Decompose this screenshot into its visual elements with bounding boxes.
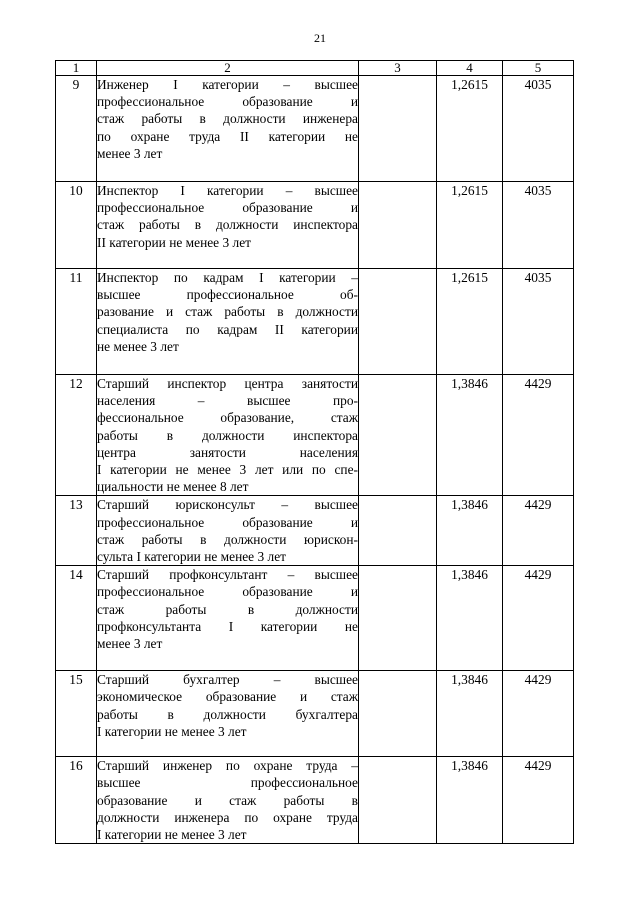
table-row: [56, 496, 574, 566]
table-row: [56, 671, 574, 757]
coefficient-cell: 1,3846: [437, 566, 503, 671]
description-line: стаж работы в должности инженера: [97, 111, 358, 127]
description-line: менее 3 лет: [97, 145, 163, 161]
salary-cell: 4429: [503, 671, 574, 757]
table-row: [56, 375, 574, 496]
row-number: 14: [56, 566, 97, 671]
description-line: I категории не менее 3 лет: [97, 827, 247, 843]
description-line: профессиональное образование и: [97, 200, 358, 216]
row-number: 16: [56, 757, 97, 844]
table-row: [56, 76, 574, 182]
description-line: Инженер I категории – высшее: [97, 77, 358, 92]
description-line: профессиональное образование и: [97, 94, 358, 110]
row-number: 11: [56, 269, 97, 375]
coefficient-cell: 1,3846: [437, 375, 503, 496]
position-description: [97, 375, 359, 496]
description-line: циальности не менее 8 лет: [97, 479, 249, 495]
header-col-1: 1: [56, 61, 97, 76]
description-line: Старший инженер по охране труда –: [97, 758, 358, 774]
position-description: [97, 269, 359, 375]
position-description: [97, 757, 359, 844]
coefficient-cell: 1,3846: [437, 496, 503, 566]
row-number: 10: [56, 182, 97, 269]
salary-cell: 4035: [503, 269, 574, 375]
col3-cell: [359, 566, 437, 671]
table-row: [56, 269, 574, 375]
table-body: [56, 76, 574, 844]
salary-cell: 4429: [503, 496, 574, 566]
description-line: стаж работы в должности: [97, 601, 358, 617]
col3-cell: [359, 671, 437, 757]
description-line: центра занятости населения: [97, 444, 358, 460]
description-line: профессиональное образование и: [97, 584, 358, 600]
row-number: 12: [56, 375, 97, 496]
description-line: работы в должности инспектора: [97, 427, 358, 443]
coefficient-cell: 1,2615: [437, 269, 503, 375]
position-description: [97, 496, 359, 566]
description-line: работы в должности бухгалтера: [97, 706, 358, 722]
description-line: I категории не менее 3 лет: [97, 723, 247, 739]
coefficient-cell: 1,2615: [437, 76, 503, 182]
description-line: образование и стаж работы в: [97, 792, 358, 808]
salary-cell: 4035: [503, 76, 574, 182]
header-col-4: 4: [437, 61, 503, 76]
description-line: стаж работы в должности инспектора: [97, 217, 358, 233]
header-col-2: 2: [97, 61, 359, 76]
description-line: Инспектор I категории – высшее: [97, 183, 358, 198]
description-line: специалиста по кадрам II категории: [97, 321, 358, 337]
description-line: I категории не менее 3 лет или по спе-: [97, 462, 358, 478]
description-line: Старший бухгалтер – высшее: [97, 672, 358, 688]
header-col-5: 5: [503, 61, 574, 76]
description-line: населения – высшее про-: [97, 393, 358, 409]
page-number: 21: [314, 31, 326, 45]
description-line: высшее профессиональное: [97, 775, 358, 791]
col3-cell: [359, 375, 437, 496]
row-number: 9: [56, 76, 97, 182]
coefficient-cell: 1,3846: [437, 757, 503, 844]
position-description: [97, 182, 359, 269]
col3-cell: [359, 76, 437, 182]
description-line: экономическое образование и стаж: [97, 689, 358, 705]
description-line: фессиональное образование, стаж: [97, 410, 358, 426]
position-description: [97, 76, 359, 182]
description-line: менее 3 лет: [97, 636, 163, 652]
description-line: должности инженера по охране труда: [97, 809, 358, 825]
description-line: не менее 3 лет: [97, 338, 179, 354]
description-line: Старший инспектор центра занятости: [97, 376, 358, 391]
table-row: [56, 566, 574, 671]
salary-cell: 4035: [503, 182, 574, 269]
description-line: Инспектор по кадрам I категории –: [97, 270, 358, 285]
qualification-table: [55, 60, 574, 844]
description-line: стаж работы в должности юрискон-: [97, 531, 358, 547]
salary-cell: 4429: [503, 566, 574, 671]
row-number: 13: [56, 496, 97, 566]
table-row: [56, 757, 574, 844]
salary-cell: 4429: [503, 375, 574, 496]
col3-cell: [359, 496, 437, 566]
table-row: [56, 182, 574, 269]
description-line: Старший юрисконсульт – высшее: [97, 497, 358, 513]
col3-cell: [359, 757, 437, 844]
description-line: профессиональное образование и: [97, 514, 358, 530]
description-line: Старший профконсультант – высшее: [97, 567, 358, 583]
description-line: сульта I категории не менее 3 лет: [97, 549, 286, 565]
description-line: профконсультанта I категории не: [97, 618, 358, 634]
header-row: [56, 61, 574, 76]
position-description: [97, 671, 359, 757]
col3-cell: [359, 269, 437, 375]
description-line: высшее профессиональное об-: [97, 287, 358, 303]
salary-cell: 4429: [503, 757, 574, 844]
position-description: [97, 566, 359, 671]
header-col-3: 3: [359, 61, 437, 76]
col3-cell: [359, 182, 437, 269]
coefficient-cell: 1,2615: [437, 182, 503, 269]
coefficient-cell: 1,3846: [437, 671, 503, 757]
row-number: 15: [56, 671, 97, 757]
description-line: II категории не менее 3 лет: [97, 234, 251, 250]
description-line: по охране труда II категории не: [97, 128, 358, 144]
description-line: разование и стаж работы в должности: [97, 304, 358, 320]
